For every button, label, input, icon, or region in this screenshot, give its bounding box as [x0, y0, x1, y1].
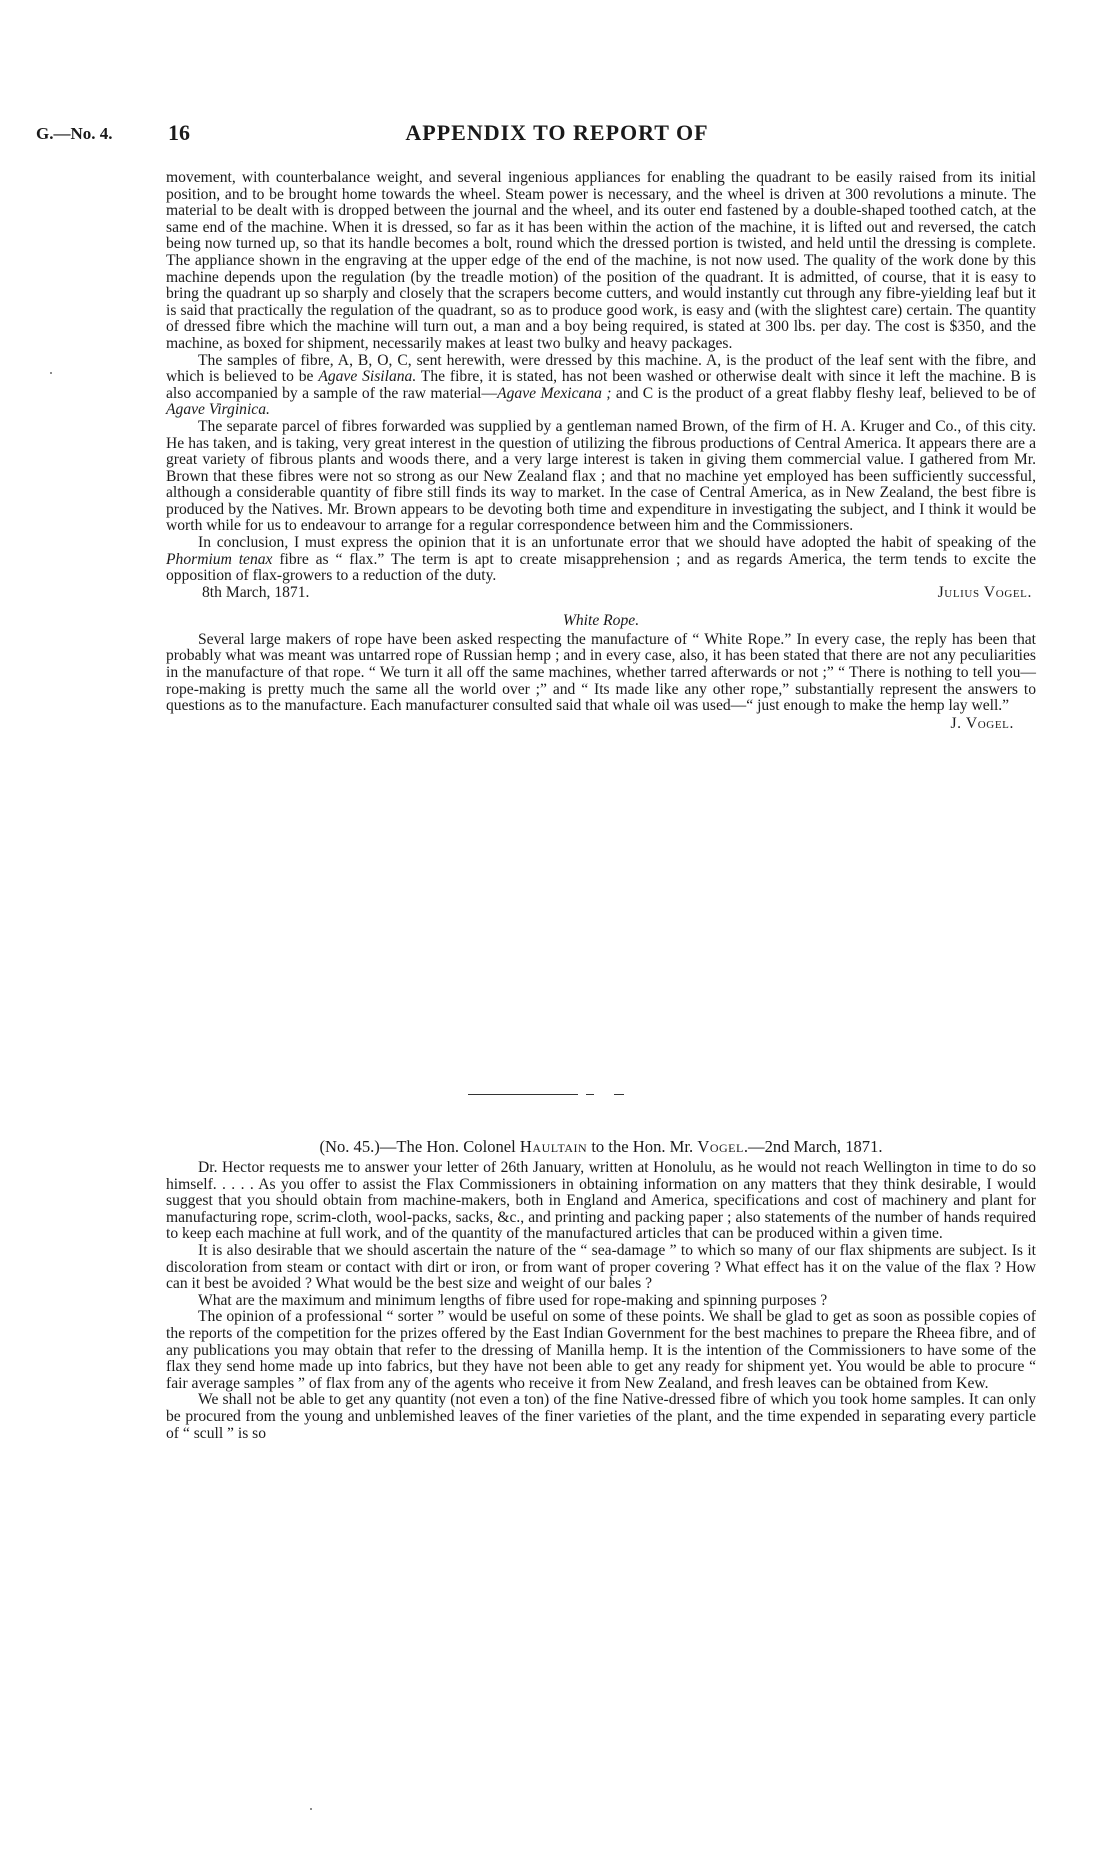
paragraph-sorter-opinion: The opinion of a professional “ sorter ” would be useful on some of these points. We shall be glad to get as soon as possible copies of the reports of the competition for the prizes offered by the East Indian Government for the best machines to prepare the Rheea fibre, and of any publications you may obtain that refer to the dressing of Manilla hemp. It is the intention of the Commissioners to have some of the flax they send home made up into fabrics, but they have not been able to get any ready for shipment yet. You would be able to procure “ fair average samples ” of flax from any of the agents who receive it from New Zealand, and fresh leaves can be obtained from Kew.	[166, 1308, 1036, 1392]
section-heading-white-rope: White Rope.	[562, 611, 640, 629]
paragraph-white-rope: Several large makers of rope have been asked respecting the manufacture of “ White Rope.” In every case, the reply has been that probably what was meant was untarred rope of Russian hemp ; and in every case, also, it has been stated that there are not any peculiarities in the manufacture of that rope. “ We turn it all off the same machines, whether tarred afterwards or not ;” “ There is nothing to tell you—rope-making is pretty much the same all the world over ;” and “ Its made like any other rope,” substantially represent the answers to questions as to the manufacture. Each manufacturer consulted said that whale oil was used—“ just enough to make the hemp lay well.”	[166, 630, 1036, 715]
paragraph-machine-description: movement, with counterbalance weight, and several ingenious appliances for enabling the quadrant to be easily raised from its initial position, and to be brought home towards the wheel. Steam power is necessary, and the wheel is driven at 300 revolutions a minute. The material to be dealt with is dropped between the journal and the wheel, and its outer end fastened by a double-shaped toothed catch, at the same end of the machine. When it is dressed, so far as it has been within the action of the machine, it is lifted out and reversed, the catch being now turned up, so that its handle becomes a bolt, round which the dressed portion is twisted, and held until the dressing is complete. The appliance shown in the engraving at the upper edge of the end of the machine, is not now used. The quality of the work done by this machine depends upon the regulation (by the treadle motion) of the position of the quadrant. It is admitted, of course, that it is easy to bring the quadrant up so sharply and closely that the scrapers become cutters, and would instantly cut through any fibre-yielding leaf but it is said that practically the regulation of the quadrant, so as to produce good work, is easy and (with the slightest care) certain. The quantity of dressed fibre which the machine will turn out, a man and a boy being required, is stated at 300 lbs. per day. The cost is $350, and the machine, as boxed for shipment, necessarily makes at least two bulky and heavy packages.	[166, 169, 1036, 352]
paragraph-native-fibre: We shall not be able to get any quantity (not even a ton) of the fine Native-dressed fibre of which you took home samples. It can only be procured from the young and unblemished leaves of the finer varieties of the plant, and the time expended in separating every particle of “ scull ” is so	[166, 1391, 1036, 1442]
paragraph-conclusion: In conclusion, I must express the opinion that it is an unfortunate error that we should have adopted the habit of speaking of the Phormium tenax fibre as “ flax.” The term is apt to create misapprehension ; and as regards America, the term tends to excite the opposition of flax-growers to a reduction of the duty.	[166, 534, 1036, 585]
paragraph-fibre-lengths: What are the maximum and minimum lengths of fibre used for rope-making and spinning purposes ?	[198, 1291, 828, 1309]
divider-segment	[614, 1094, 624, 1095]
paragraph-sea-damage: It is also desirable that we should ascertain the nature of the “ sea-damage ” to which so many of our flax shipments are subject. Is it discoloration from steam or contact with dirt or iron, or from want of proper covering ? What effect has it on the value of the flax ? How can it best be avoided ? What would be the best size and weight of our bales ?	[166, 1241, 1036, 1293]
report-continuation	[166, 170, 1036, 732]
divider-segment	[586, 1094, 594, 1095]
page-header	[0, 120, 1114, 150]
divider-segment	[468, 1094, 578, 1095]
paragraph-letter-request: Dr. Hector requests me to answer your letter of 26th January, written at Honolulu, as he would not reach Wellington in time to do so himself. . . . . As you offer to assist the Flax Commissioners in obtaining information on any matters that they think desirable, I would suggest that you should obtain from machine-makers, both in England and America, specifications and cost of machinery and plant for manufacturing rope, scrim-cloth, wool-packs, sacks, &c., and printing and packing paper ; also statements of the number of hands required to keep each machine at full work, and of the quantity of the manufactured articles that can be produced within a given time.	[166, 1159, 1036, 1243]
signature-row	[166, 585, 1036, 602]
letter-date: 8th March, 1871.	[202, 583, 310, 601]
paragraph-fibre-samples: The samples of fibre, A, B, O, C, sent herewith, were dressed by this machine. A, is the product of the leaf sent with the fibre, and which is believed to be Agave Sisilana. The fibre, it is stated, has not been washed or otherwise dealt with since it left the machine. B is also accompanied by a sample of the raw material—Agave Mexicana ; and C is the product of a great flabby fleshy leaf, believed to be of Agave Virginica.	[166, 351, 1037, 419]
document-reference: G.—No. 4.	[36, 124, 113, 143]
page-number: 16	[168, 120, 190, 145]
letter-heading: (No. 45.)—The Hon. Colonel Haultain to the Hon. Mr. Vogel.—2nd March, 1871.	[319, 1137, 883, 1156]
scan-speck	[310, 1808, 312, 1810]
scan-speck	[50, 372, 52, 374]
running-title: APPENDIX TO REPORT OF	[405, 120, 709, 145]
section-divider	[468, 1094, 636, 1095]
signature-vogel: J. Vogel.	[950, 714, 1014, 732]
signature: Julius Vogel.	[937, 583, 1032, 601]
paragraph-central-america: The separate parcel of fibres forwarded was supplied by a gentleman named Brown, of the firm of H. A. Kruger and Co., of this city. He has taken, and is taking, very great interest in the question of utilizing the fibrous productions of Central America. It appears there are a great variety of fibrous plants and woods there, and a very large interest is taken in giving them commercial value. I gathered from Mr. Brown that these fibres were not so strong as our New Zealand flax ; and that no machine yet employed has been sufficiently successful, although a considerable quantity of fibre still finds its way to market. In the case of Central America, as in New Zealand, the best fibre is produced by the Natives. Mr. Brown appears to be devoting both time and expenditure in investigating the subject, and I think it would be worth while for us to endeavour to arrange for a regular correspondence between him and the Commissioners.	[166, 417, 1036, 535]
letter-no-45	[166, 1138, 1036, 1442]
